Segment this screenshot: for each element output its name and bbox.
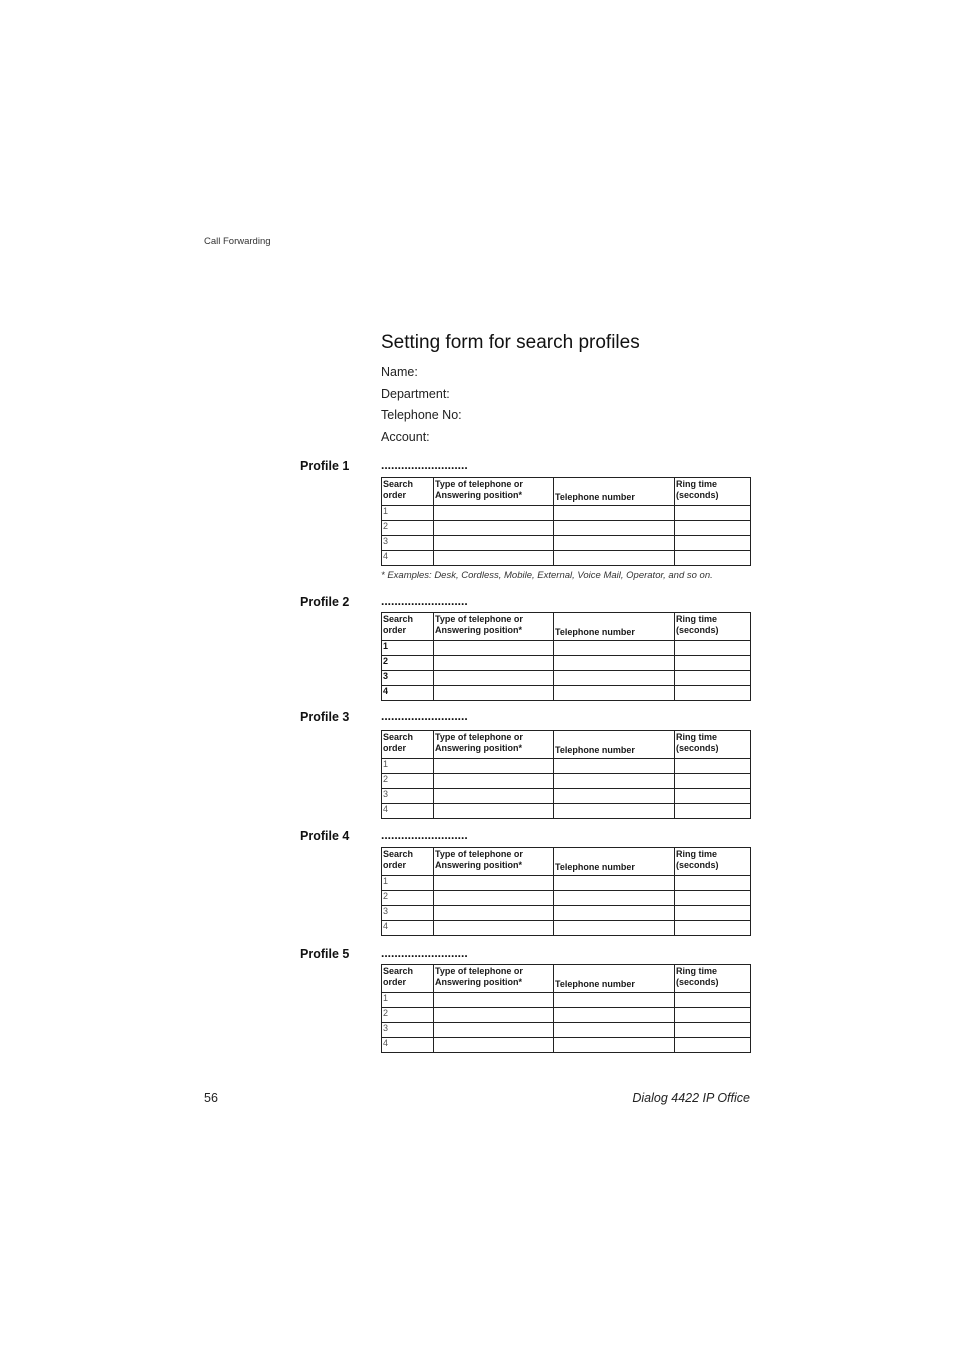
telephone-number-cell[interactable] <box>554 521 675 536</box>
search-order-cell: 2 <box>382 1008 434 1023</box>
ring-time-cell[interactable] <box>675 774 751 789</box>
footnote: * Examples: Desk, Cordless, Mobile, External, Voice Mail, Operator, and so on. <box>381 570 713 581</box>
type-cell[interactable] <box>434 804 554 819</box>
type-cell[interactable] <box>434 876 554 891</box>
type-cell[interactable] <box>434 759 554 774</box>
search-order-cell: 1 <box>382 506 434 521</box>
search-order-cell: 4 <box>382 551 434 566</box>
table-row <box>382 891 751 906</box>
telephone-field-label: Telephone No: <box>381 408 462 422</box>
table-row <box>382 804 751 819</box>
type-cell[interactable] <box>434 671 554 686</box>
type-cell[interactable] <box>434 686 554 701</box>
profile-2-table <box>381 612 751 701</box>
page-number: 56 <box>204 1091 218 1105</box>
search-order-cell: 2 <box>382 891 434 906</box>
profile-3-name-line: .......................... <box>381 709 468 723</box>
profile-1-name-line: .......................... <box>381 458 468 472</box>
ring-time-cell[interactable] <box>675 906 751 921</box>
telephone-number-header: Telephone number <box>554 965 675 993</box>
telephone-number-cell[interactable] <box>554 671 675 686</box>
table-row <box>382 1023 751 1038</box>
telephone-number-cell[interactable] <box>554 759 675 774</box>
ring-time-cell[interactable] <box>675 686 751 701</box>
type-cell[interactable] <box>434 641 554 656</box>
profile-1-label: Profile 1 <box>300 459 350 473</box>
table-row <box>382 759 751 774</box>
telephone-number-cell[interactable] <box>554 993 675 1008</box>
search-order-cell: 3 <box>382 789 434 804</box>
profile-5-label: Profile 5 <box>300 947 350 961</box>
type-cell[interactable] <box>434 906 554 921</box>
type-cell[interactable] <box>434 521 554 536</box>
profile-5-table <box>381 964 751 1053</box>
ring-time-header: Ring time (seconds) <box>675 965 751 993</box>
telephone-number-header: Telephone number <box>554 478 675 506</box>
page-title: Setting form for search profiles <box>381 332 640 353</box>
search-order-cell: 1 <box>382 759 434 774</box>
department-field-label: Department: <box>381 387 450 401</box>
profile-1-table <box>381 477 751 566</box>
search-order-cell: 1 <box>382 641 434 656</box>
product-name: Dialog 4422 IP Office <box>632 1091 750 1105</box>
table-row <box>382 1008 751 1023</box>
profile-5-name-line: .......................... <box>381 946 468 960</box>
table-row <box>382 774 751 789</box>
ring-time-cell[interactable] <box>675 759 751 774</box>
table-row <box>382 906 751 921</box>
telephone-number-cell[interactable] <box>554 686 675 701</box>
telephone-number-cell[interactable] <box>554 1023 675 1038</box>
search-order-cell: 1 <box>382 876 434 891</box>
ring-time-cell[interactable] <box>675 804 751 819</box>
ring-time-header: Ring time (seconds) <box>675 731 751 759</box>
ring-time-cell[interactable] <box>675 656 751 671</box>
type-cell[interactable] <box>434 1008 554 1023</box>
table-header-row <box>382 478 751 506</box>
type-header: Type of telephone or Answering position* <box>434 848 554 876</box>
type-cell[interactable] <box>434 1038 554 1053</box>
type-cell[interactable] <box>434 891 554 906</box>
search-order-cell: 2 <box>382 656 434 671</box>
search-order-cell: 4 <box>382 686 434 701</box>
ring-time-cell[interactable] <box>675 876 751 891</box>
search-order-cell: 4 <box>382 804 434 819</box>
type-cell[interactable] <box>434 921 554 936</box>
ring-time-cell[interactable] <box>675 551 751 566</box>
table-row <box>382 641 751 656</box>
ring-time-header: Ring time (seconds) <box>675 848 751 876</box>
table-row <box>382 686 751 701</box>
type-cell[interactable] <box>434 656 554 671</box>
ring-time-header: Ring time (seconds) <box>675 613 751 641</box>
table-header-row <box>382 848 751 876</box>
telephone-number-cell[interactable] <box>554 551 675 566</box>
search-order-cell: 3 <box>382 906 434 921</box>
telephone-number-header: Telephone number <box>554 848 675 876</box>
table-row <box>382 993 751 1008</box>
search-order-cell: 1 <box>382 993 434 1008</box>
table-row <box>382 789 751 804</box>
ring-time-cell[interactable] <box>675 506 751 521</box>
table-row <box>382 921 751 936</box>
search-order-cell: 4 <box>382 921 434 936</box>
telephone-number-cell[interactable] <box>554 891 675 906</box>
telephone-number-cell[interactable] <box>554 804 675 819</box>
table-row <box>382 551 751 566</box>
profile-4-label: Profile 4 <box>300 829 350 843</box>
search-order-cell: 3 <box>382 536 434 551</box>
ring-time-cell[interactable] <box>675 1008 751 1023</box>
profile-4-name-line: .......................... <box>381 828 468 842</box>
telephone-number-cell[interactable] <box>554 921 675 936</box>
telephone-number-cell[interactable] <box>554 906 675 921</box>
type-header: Type of telephone or Answering position* <box>434 731 554 759</box>
telephone-number-header: Telephone number <box>554 613 675 641</box>
telephone-number-header: Telephone number <box>554 731 675 759</box>
type-cell[interactable] <box>434 1023 554 1038</box>
telephone-number-cell[interactable] <box>554 641 675 656</box>
profile-4-table <box>381 847 751 936</box>
search-order-cell: 2 <box>382 774 434 789</box>
telephone-number-cell[interactable] <box>554 506 675 521</box>
telephone-number-cell[interactable] <box>554 876 675 891</box>
search-order-header: Search order <box>382 965 434 993</box>
profile-2-label: Profile 2 <box>300 595 350 609</box>
table-header-row <box>382 613 751 641</box>
ring-time-cell[interactable] <box>675 1023 751 1038</box>
type-header: Type of telephone or Answering position* <box>434 965 554 993</box>
ring-time-cell[interactable] <box>675 891 751 906</box>
running-header: Call Forwarding <box>204 236 271 247</box>
ring-time-cell[interactable] <box>675 521 751 536</box>
search-order-header: Search order <box>382 613 434 641</box>
table-row <box>382 671 751 686</box>
table-row <box>382 521 751 536</box>
profile-3-label: Profile 3 <box>300 710 350 724</box>
ring-time-cell[interactable] <box>675 1038 751 1053</box>
table-row <box>382 506 751 521</box>
type-cell[interactable] <box>434 789 554 804</box>
name-field-label: Name: <box>381 365 418 379</box>
search-order-header: Search order <box>382 731 434 759</box>
telephone-number-cell[interactable] <box>554 656 675 671</box>
telephone-number-cell[interactable] <box>554 774 675 789</box>
profile-2-name-line: .......................... <box>381 594 468 608</box>
table-row <box>382 1038 751 1053</box>
telephone-number-cell[interactable] <box>554 536 675 551</box>
ring-time-cell[interactable] <box>675 789 751 804</box>
telephone-number-cell[interactable] <box>554 1038 675 1053</box>
table-row <box>382 876 751 891</box>
search-order-header: Search order <box>382 848 434 876</box>
type-cell[interactable] <box>434 536 554 551</box>
table-row <box>382 656 751 671</box>
profile-3-table <box>381 730 751 819</box>
type-header: Type of telephone or Answering position* <box>434 613 554 641</box>
search-order-cell: 3 <box>382 671 434 686</box>
type-cell[interactable] <box>434 993 554 1008</box>
table-row <box>382 536 751 551</box>
type-cell[interactable] <box>434 774 554 789</box>
search-order-cell: 3 <box>382 1023 434 1038</box>
search-order-cell: 4 <box>382 1038 434 1053</box>
ring-time-cell[interactable] <box>675 536 751 551</box>
telephone-number-cell[interactable] <box>554 789 675 804</box>
telephone-number-cell[interactable] <box>554 1008 675 1023</box>
type-cell[interactable] <box>434 551 554 566</box>
ring-time-cell[interactable] <box>675 641 751 656</box>
search-order-header: Search order <box>382 478 434 506</box>
ring-time-cell[interactable] <box>675 671 751 686</box>
table-header-row <box>382 731 751 759</box>
table-header-row <box>382 965 751 993</box>
ring-time-cell[interactable] <box>675 921 751 936</box>
ring-time-header: Ring time (seconds) <box>675 478 751 506</box>
ring-time-cell[interactable] <box>675 993 751 1008</box>
account-field-label: Account: <box>381 430 430 444</box>
type-header: Type of telephone or Answering position* <box>434 478 554 506</box>
search-order-cell: 2 <box>382 521 434 536</box>
type-cell[interactable] <box>434 506 554 521</box>
